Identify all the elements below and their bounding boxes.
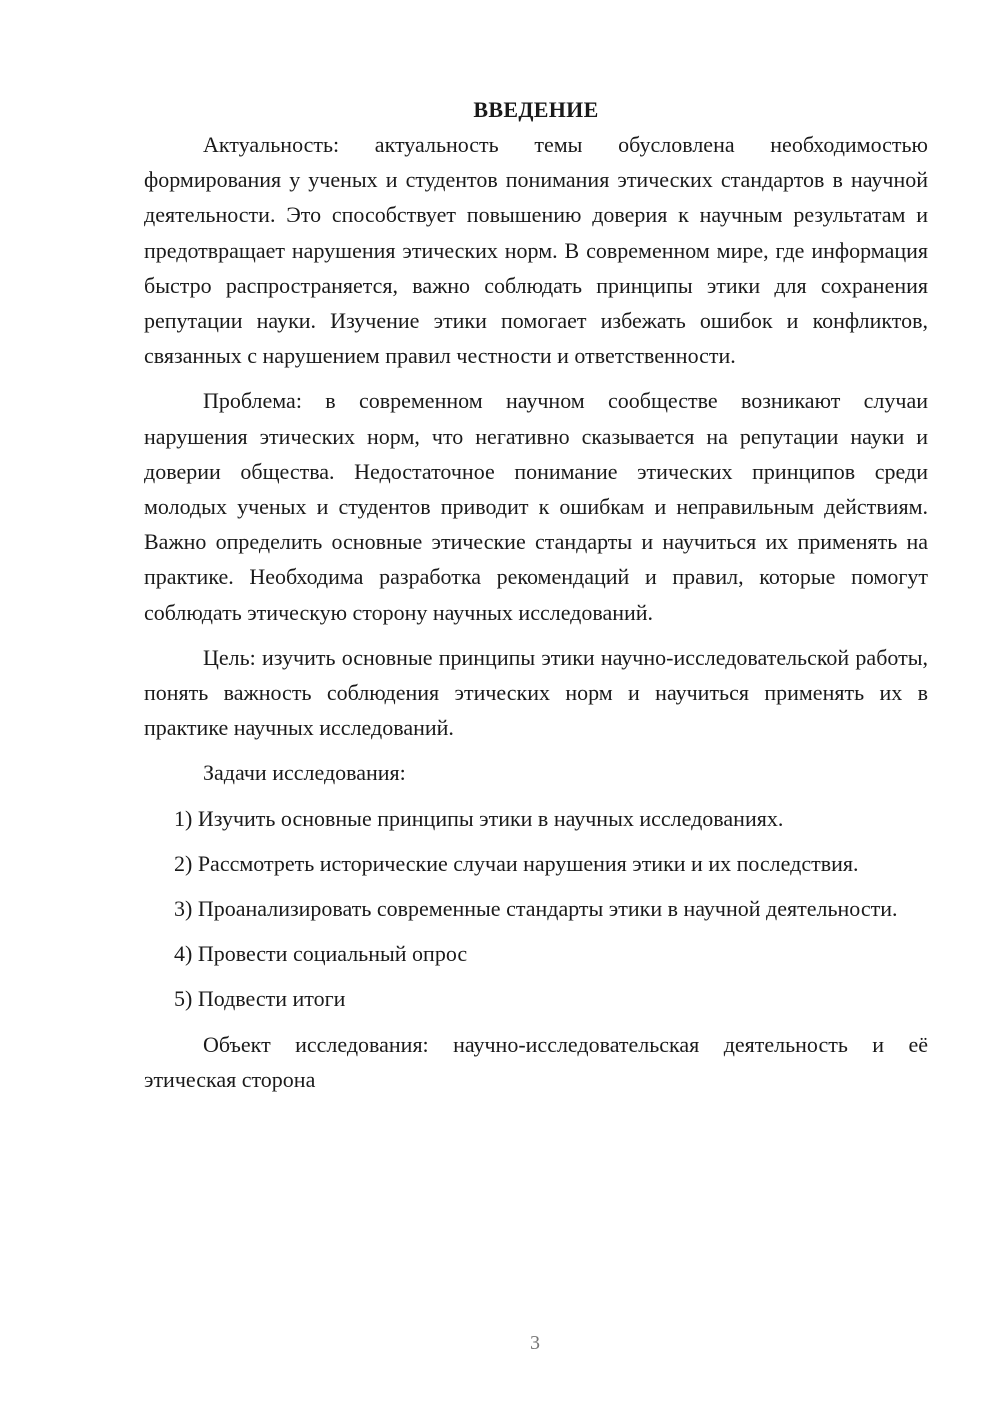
page-title: ВВЕДЕНИЕ [473,97,599,122]
task-item-4: 4) Провести социальный опрос [174,941,468,967]
object-paragraph: Объект исследования: научно-исследовательская деятельность и её этическая сторона [144,1031,928,1092]
task-item-3: 3) Проанализировать современные стандарты этики в научной деятельности. [174,896,898,922]
page-number: 3 [530,1332,540,1354]
task-item-5: 5) Подвести итоги [174,986,346,1012]
tasks-heading: Задачи исследования: [203,760,406,786]
problem-paragraph: Проблема: в современном научном сообществе возникают случаи нарушения этических норм, что негативно сказывается на репутации науки и доверии общества. Недостаточное понимание этических принципов среди молодых ученых и студентов приводит к ошибкам и неправильным действиям. Важно определить основные этические стандарты и научиться их применять на практике. Необходима разработка рекомендаций и правил, которые помогут соблюдать этическую сторону научных исследований. [144,388,928,625]
task-item-2: 2) Рассмотреть исторические случаи нарушения этики и их последствия. [174,850,859,876]
page-body [144,92,928,1097]
goal-paragraph: Цель: изучить основные принципы этики научно-исследовательской работы, понять важность соблюдения этических норм и научиться применять их в практике научных исследований. [144,644,928,741]
task-item-1: 1) Изучить основные принципы этики в научных исследованиях. [174,805,784,831]
relevance-paragraph: Актуальность: актуальность темы обусловлена необходимостью формирования у ученых и студентов понимания этических стандартов в научной деятельности. Это способствует повышению доверия к научным результатам и предотвращает нарушения этических норм. В современном мире, где информация быстро распространяется, важно соблюдать принципы этики для сохранения репутации науки. Изучение этики помогает избежать ошибок и конфликтов, связанных с нарушением правил честности и ответственности. [144,132,928,369]
